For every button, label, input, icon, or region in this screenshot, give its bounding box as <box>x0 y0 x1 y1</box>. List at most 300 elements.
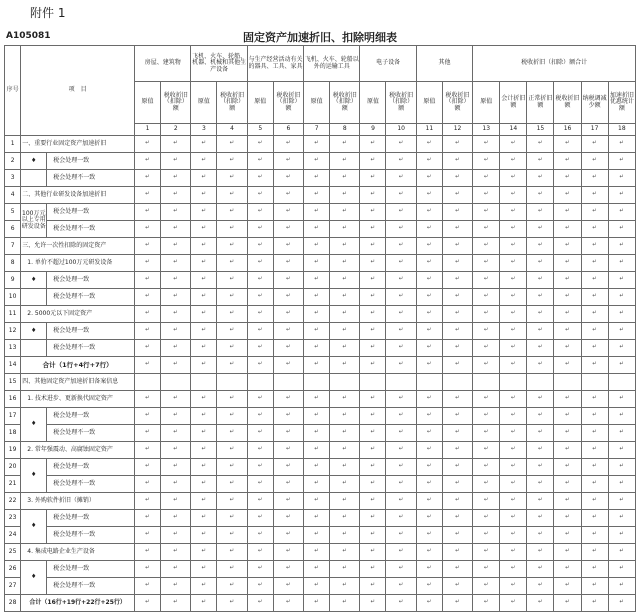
data-cell <box>161 272 191 289</box>
data-cell <box>273 578 303 595</box>
data-cell <box>330 221 360 238</box>
special-equipment-label: 100万元以上专用研发设备 <box>21 204 47 238</box>
data-cell <box>304 255 330 272</box>
header-group-tools: 与生产经营活动有关的器具、工具、家具 <box>247 46 303 82</box>
data-cell <box>581 204 608 221</box>
data-cell <box>554 357 581 374</box>
data-cell <box>527 340 554 357</box>
data-cell <box>161 323 191 340</box>
data-cell <box>581 442 608 459</box>
data-cell <box>161 476 191 493</box>
table-row <box>5 578 636 595</box>
column-number: 3 <box>191 124 217 136</box>
data-cell <box>442 221 472 238</box>
data-cell <box>500 272 527 289</box>
data-cell <box>247 187 273 204</box>
data-cell <box>554 578 581 595</box>
data-cell <box>330 357 360 374</box>
data-cell <box>161 493 191 510</box>
data-cell <box>608 493 635 510</box>
data-cell <box>581 425 608 442</box>
header-group-buildings: 房屋、建筑物 <box>135 46 191 82</box>
data-cell <box>273 544 303 561</box>
data-cell <box>500 493 527 510</box>
data-cell <box>217 187 247 204</box>
data-cell <box>217 442 247 459</box>
data-cell <box>191 306 217 323</box>
data-cell <box>247 510 273 527</box>
form-code: A105081 <box>6 31 51 41</box>
data-cell <box>386 272 416 289</box>
column-number: 16 <box>554 124 581 136</box>
data-cell <box>273 340 303 357</box>
row-seq: 26 <box>5 561 21 578</box>
data-cell <box>330 578 360 595</box>
data-cell <box>473 221 500 238</box>
form-title: 固定资产加速折旧、扣除明细表 <box>243 31 397 44</box>
data-cell <box>273 238 303 255</box>
data-cell <box>135 306 161 323</box>
data-cell <box>247 306 273 323</box>
data-cell <box>416 493 442 510</box>
data-cell <box>527 221 554 238</box>
data-cell <box>273 221 303 238</box>
data-cell <box>360 136 386 153</box>
data-cell <box>608 289 635 306</box>
data-cell <box>554 459 581 476</box>
header-group-electronics: 电子设备 <box>360 46 416 82</box>
header-group-vehicles: 飞机、火车、轮船以外的运输工具 <box>304 46 360 82</box>
data-cell <box>608 527 635 544</box>
data-cell <box>161 357 191 374</box>
data-cell <box>554 323 581 340</box>
data-cell <box>581 238 608 255</box>
data-cell <box>217 374 247 391</box>
data-cell <box>500 391 527 408</box>
row-seq: 1 <box>5 136 21 153</box>
data-cell <box>527 561 554 578</box>
header-original-value: 原值 <box>304 82 330 124</box>
data-cell <box>191 272 217 289</box>
data-cell <box>304 493 330 510</box>
data-cell <box>217 306 247 323</box>
table-row <box>5 408 636 425</box>
row-label: 税会处理不一致 <box>47 425 135 442</box>
data-cell <box>581 221 608 238</box>
table-row <box>5 289 636 306</box>
data-cell <box>191 408 217 425</box>
bullet-cell: ♦ <box>21 408 47 442</box>
data-cell <box>500 323 527 340</box>
table-row <box>5 476 636 493</box>
data-cell <box>554 238 581 255</box>
data-cell <box>442 306 472 323</box>
data-cell <box>527 578 554 595</box>
column-number: 12 <box>442 124 472 136</box>
data-cell <box>217 544 247 561</box>
data-cell <box>500 476 527 493</box>
table-row <box>5 544 636 561</box>
data-cell <box>416 442 442 459</box>
data-cell <box>386 459 416 476</box>
data-cell <box>416 595 442 612</box>
data-cell <box>442 527 472 544</box>
data-cell <box>135 374 161 391</box>
table-row <box>5 170 636 187</box>
data-cell <box>191 578 217 595</box>
data-cell <box>608 170 635 187</box>
data-cell <box>330 442 360 459</box>
data-cell <box>416 374 442 391</box>
data-cell <box>161 510 191 527</box>
data-cell <box>442 425 472 442</box>
data-cell <box>304 238 330 255</box>
data-cell <box>135 391 161 408</box>
data-cell <box>500 306 527 323</box>
data-cell <box>386 323 416 340</box>
data-cell <box>608 578 635 595</box>
data-cell <box>135 136 161 153</box>
data-cell <box>581 544 608 561</box>
data-cell <box>416 340 442 357</box>
data-cell <box>304 476 330 493</box>
row-seq: 6 <box>5 221 21 238</box>
header-tax-depreciation: 税收折旧（扣除）额 <box>442 82 472 124</box>
data-cell <box>416 289 442 306</box>
column-number: 8 <box>330 124 360 136</box>
data-cell <box>191 459 217 476</box>
data-cell <box>360 476 386 493</box>
data-cell <box>135 255 161 272</box>
table-row <box>5 272 636 289</box>
data-cell <box>360 391 386 408</box>
data-cell <box>386 357 416 374</box>
data-cell <box>442 595 472 612</box>
data-cell <box>386 493 416 510</box>
data-cell <box>273 527 303 544</box>
data-cell <box>304 357 330 374</box>
row-seq: 8 <box>5 255 21 272</box>
row-label: 税会处理一致 <box>47 408 135 425</box>
table-row <box>5 493 636 510</box>
header-original-value: 原值 <box>135 82 161 124</box>
data-cell <box>191 357 217 374</box>
data-cell <box>554 374 581 391</box>
data-cell <box>527 391 554 408</box>
data-cell <box>135 340 161 357</box>
data-cell <box>330 204 360 221</box>
data-cell <box>473 493 500 510</box>
data-cell <box>473 357 500 374</box>
data-cell <box>304 527 330 544</box>
table-row <box>5 391 636 408</box>
data-cell <box>554 153 581 170</box>
data-cell <box>386 561 416 578</box>
data-cell <box>554 255 581 272</box>
data-cell <box>554 187 581 204</box>
data-cell <box>554 425 581 442</box>
data-cell <box>581 578 608 595</box>
data-cell <box>161 153 191 170</box>
data-cell <box>191 476 217 493</box>
row-label: 3. 外购软件折旧（摊销） <box>21 493 135 510</box>
data-cell <box>473 340 500 357</box>
column-number: 6 <box>273 124 303 136</box>
data-cell <box>473 323 500 340</box>
data-cell <box>473 408 500 425</box>
data-cell <box>360 595 386 612</box>
data-cell <box>161 408 191 425</box>
data-cell <box>161 289 191 306</box>
table-row <box>5 255 636 272</box>
data-cell <box>527 459 554 476</box>
data-cell <box>191 204 217 221</box>
row-label: 1. 单价不超过100万元研发设备 <box>21 255 135 272</box>
data-cell <box>161 255 191 272</box>
data-cell <box>581 170 608 187</box>
data-cell <box>554 408 581 425</box>
data-cell <box>273 136 303 153</box>
row-seq: 25 <box>5 544 21 561</box>
row-seq: 11 <box>5 306 21 323</box>
data-cell <box>500 357 527 374</box>
data-cell <box>360 340 386 357</box>
data-cell <box>191 527 217 544</box>
data-cell <box>273 289 303 306</box>
data-cell <box>135 357 161 374</box>
data-cell <box>581 391 608 408</box>
data-cell <box>330 289 360 306</box>
header-group-other: 其他 <box>416 46 472 82</box>
data-cell <box>360 255 386 272</box>
data-cell <box>247 595 273 612</box>
data-cell <box>135 204 161 221</box>
table-row <box>5 425 636 442</box>
data-cell <box>442 357 472 374</box>
row-label: 2. 5000元以下固定资产 <box>21 306 135 323</box>
data-cell <box>360 459 386 476</box>
data-cell <box>554 544 581 561</box>
data-cell <box>330 153 360 170</box>
data-cell <box>527 374 554 391</box>
column-number: 13 <box>473 124 500 136</box>
data-cell <box>473 204 500 221</box>
data-cell <box>473 170 500 187</box>
row-seq: 13 <box>5 340 21 357</box>
attachment-label: 附件 1 <box>30 6 66 20</box>
data-cell <box>217 323 247 340</box>
data-cell <box>191 544 217 561</box>
data-cell <box>386 187 416 204</box>
data-cell <box>247 204 273 221</box>
data-cell <box>608 255 635 272</box>
data-cell <box>360 306 386 323</box>
row-seq: 19 <box>5 442 21 459</box>
data-cell <box>442 442 472 459</box>
data-cell <box>135 425 161 442</box>
data-cell <box>527 527 554 544</box>
data-cell <box>442 170 472 187</box>
data-cell <box>304 153 330 170</box>
data-cell <box>442 544 472 561</box>
data-cell <box>330 272 360 289</box>
data-cell <box>247 425 273 442</box>
data-cell <box>247 374 273 391</box>
data-cell <box>191 170 217 187</box>
data-cell <box>554 510 581 527</box>
data-cell <box>304 578 330 595</box>
row-label: 四、其他固定资产加速折旧备案信息 <box>21 374 135 391</box>
data-cell <box>161 527 191 544</box>
data-cell <box>473 187 500 204</box>
data-cell <box>273 425 303 442</box>
data-cell <box>581 187 608 204</box>
data-cell <box>304 306 330 323</box>
data-cell <box>527 425 554 442</box>
data-cell <box>161 391 191 408</box>
data-cell <box>161 306 191 323</box>
data-cell <box>217 476 247 493</box>
data-cell <box>581 357 608 374</box>
data-cell <box>386 238 416 255</box>
bullet-cell: ♦ <box>21 561 47 595</box>
data-cell <box>554 595 581 612</box>
data-cell <box>191 238 217 255</box>
column-number: 4 <box>217 124 247 136</box>
table-row <box>5 323 636 340</box>
data-cell <box>581 459 608 476</box>
data-cell <box>473 374 500 391</box>
table-row <box>5 510 636 527</box>
data-cell <box>330 136 360 153</box>
data-cell <box>527 408 554 425</box>
data-cell <box>554 204 581 221</box>
data-cell <box>191 374 217 391</box>
row-label: 税会处理一致 <box>47 323 135 340</box>
data-cell <box>386 527 416 544</box>
data-cell <box>608 238 635 255</box>
row-label: 2. 常年强震动、高腐蚀固定资产 <box>21 442 135 459</box>
data-cell <box>473 442 500 459</box>
header-normal-depreciation: 正常折旧额 <box>527 82 554 124</box>
data-cell <box>360 204 386 221</box>
data-cell <box>442 289 472 306</box>
table-row <box>5 527 636 544</box>
data-cell <box>473 272 500 289</box>
data-cell <box>273 272 303 289</box>
data-cell <box>247 442 273 459</box>
data-cell <box>500 527 527 544</box>
data-cell <box>247 391 273 408</box>
data-cell <box>273 459 303 476</box>
data-cell <box>416 221 442 238</box>
row-seq: 5 <box>5 204 21 221</box>
data-cell <box>442 136 472 153</box>
header-original-value: 原值 <box>247 82 273 124</box>
data-cell <box>608 204 635 221</box>
data-cell <box>135 476 161 493</box>
data-cell <box>416 204 442 221</box>
data-cell <box>304 272 330 289</box>
data-cell <box>217 527 247 544</box>
data-cell <box>161 561 191 578</box>
column-number: 2 <box>161 124 191 136</box>
bullet-cell: ♦ <box>21 459 47 493</box>
row-seq: 14 <box>5 357 21 374</box>
data-cell <box>608 391 635 408</box>
data-cell <box>135 595 161 612</box>
data-cell <box>442 340 472 357</box>
data-cell <box>527 255 554 272</box>
bullet-cell <box>21 170 47 187</box>
data-cell <box>191 442 217 459</box>
header-group-total: 税收折旧（扣除）额合计 <box>473 46 636 82</box>
data-cell <box>500 578 527 595</box>
row-label: 税会处理不一致 <box>47 289 135 306</box>
row-seq: 9 <box>5 272 21 289</box>
data-cell <box>554 527 581 544</box>
data-cell <box>416 578 442 595</box>
data-cell <box>473 527 500 544</box>
header-seq: 序号 <box>5 46 21 136</box>
data-cell <box>416 306 442 323</box>
data-cell <box>304 289 330 306</box>
data-cell <box>442 391 472 408</box>
data-cell <box>247 221 273 238</box>
data-cell <box>416 408 442 425</box>
data-cell <box>608 306 635 323</box>
data-cell <box>135 323 161 340</box>
data-cell <box>500 221 527 238</box>
data-cell <box>416 323 442 340</box>
data-cell <box>330 595 360 612</box>
data-cell <box>500 204 527 221</box>
data-cell <box>330 544 360 561</box>
data-cell <box>442 510 472 527</box>
row-label: 税会处理一致 <box>47 204 135 221</box>
data-cell <box>330 527 360 544</box>
row-seq: 16 <box>5 391 21 408</box>
data-cell <box>608 561 635 578</box>
data-cell <box>386 374 416 391</box>
data-cell <box>442 408 472 425</box>
table-row <box>5 221 636 238</box>
data-cell <box>273 391 303 408</box>
data-cell <box>191 340 217 357</box>
data-cell <box>527 289 554 306</box>
data-cell <box>473 136 500 153</box>
table-row <box>5 561 636 578</box>
data-cell <box>247 289 273 306</box>
data-cell <box>554 136 581 153</box>
data-cell <box>473 459 500 476</box>
row-label: 合计（1行+4行+7行） <box>21 357 135 374</box>
row-seq: 24 <box>5 527 21 544</box>
data-cell <box>191 595 217 612</box>
data-cell <box>273 204 303 221</box>
row-label: 税会处理一致 <box>47 510 135 527</box>
data-cell <box>500 340 527 357</box>
data-cell <box>217 391 247 408</box>
data-cell <box>608 323 635 340</box>
data-cell <box>554 476 581 493</box>
data-cell <box>608 442 635 459</box>
data-cell <box>247 170 273 187</box>
data-cell <box>247 459 273 476</box>
data-cell <box>161 136 191 153</box>
data-cell <box>608 187 635 204</box>
data-cell <box>330 238 360 255</box>
